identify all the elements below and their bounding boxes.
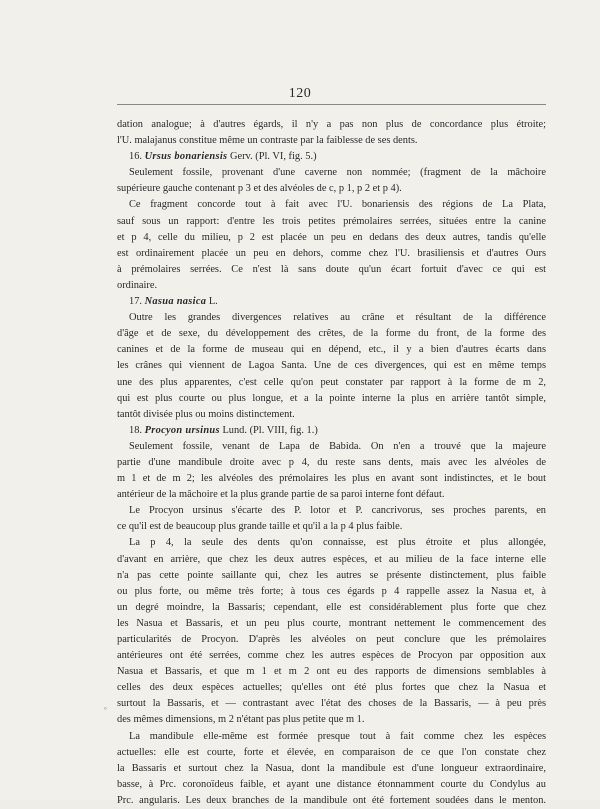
- text-line: celles des deux espèces actuelles; qu'elles ont été plus fortes que chez la Nasua et: [117, 682, 546, 694]
- text-line: n'a pas cette pointe saillante qui, chez les autres se présente distinctement, plus faible: [117, 569, 546, 581]
- text-line: à prémolaires serrées. Ce n'est là sans doute qu'un écart fortuit d'avec ce qui est: [117, 263, 546, 275]
- text-line: partie d'une mandibule droite avec p 4, du reste sans dents, mais avec les alvéoles de: [117, 456, 546, 468]
- text-line: antérieur de la mâchoire et la plus grande partie de sa paroi interne font défaut.: [117, 489, 445, 501]
- text-line: la Bassaris et surtout chez la Nasua, dont la mandibule est d'une longueur extraordinaire,: [117, 762, 546, 774]
- text-line: actuelles: elle est courte, forte et élevée, en comparaison de ce que l'on constate chez: [117, 746, 546, 758]
- text-line: La mandibule elle-même est formée presque tout à fait comme chez les espèces: [129, 730, 546, 742]
- text-line: Le Procyon ursinus s'écarte des P. lotor et P. cancrivorus, ses proches parents, en: [129, 505, 546, 517]
- heading-tail: Lund. (Pl. VIII, fig. 1.): [219, 424, 318, 436]
- text-line: Outre les grandes divergences relatives au crâne et résultant de la différence: [129, 312, 546, 324]
- text-line: basse, à Prc. coronoïdeus faible, et ayant une distance étonnamment courte du Condylus au: [117, 778, 546, 790]
- text-line: particularités de Procyon. D'après les alvéoles on peut conclure que les prémolaires: [117, 634, 546, 645]
- body-text: [117, 117, 546, 809]
- text-line: d'âge et de sexe, du développement des crêtes, de la forme du front, de la forme des: [117, 328, 546, 340]
- page-number: 120: [288, 86, 312, 101]
- text-line: l'U. malajanus constitue même un contraste par la faiblesse de ses dents.: [117, 135, 418, 147]
- text-line: ordinaire.: [117, 279, 158, 291]
- text-line: d'avant en arrière, que chez les deux autres espèces, et au milieu de la face interne elle: [117, 553, 546, 565]
- text-line: Nasua et Bassaris, et que m 1 et m 2 ont eu des rapports de dimensions semblables à: [117, 666, 546, 678]
- text-line: ce qu'il est de beaucoup plus grande taille et qu'il a la p 4 plus faible.: [117, 521, 403, 533]
- text-line: un degré moindre, la Bassaris; cependant, elle est considérablement plus forte que chez: [117, 601, 546, 613]
- section-heading-line: [117, 149, 546, 165]
- text-line: La p 4, la seule des dents qu'on connaisse, est plus étroite et plus allongée,: [129, 537, 546, 549]
- section-number: 18.: [129, 424, 145, 436]
- text-line: dation analogue; à d'autres égards, il n'y a pas non plus de concordance plus étroite;: [117, 119, 546, 130]
- text-line: les crânes qui viennent de Lagoa Santa. Une de ces divergences, qui est en même temps: [117, 360, 546, 372]
- text-line: Seulement fossile, venant de Lapa de Babida. On n'en a trouvé que la majeure: [129, 440, 546, 452]
- header-rule: [117, 104, 546, 105]
- text-line: est ordinairement placée un peu en dehors, comme chez l'U. brasiliensis et d'autres Ours: [117, 247, 546, 259]
- text-line: surtout la Bassaris, et — contrastant avec l'état des choses de la Bassaris, — à peu près: [117, 698, 546, 710]
- text-line: canines et de la forme de museau qui en dépend, etc., il y a bien d'autres écarts dans: [117, 344, 546, 356]
- text-line: des mêmes dimensions, m 2 n'étant pas plus petite que m 1.: [117, 714, 365, 726]
- text-line: Seulement fossile, provenant d'une caverne non nommée; (fragment de la mâchoire: [129, 167, 546, 179]
- text-line: sauf sous un rapport: d'entre les trois petites prémolaires serrées, situées entre la canine: [117, 215, 546, 227]
- species-name: Nasua nasica: [144, 296, 207, 308]
- section-heading-line: [117, 294, 546, 310]
- text-line: m 1 et de m 2; les alvéoles des prémolaires les plus en avant sont indistinctes, et le bout: [117, 473, 546, 485]
- heading-tail: L.: [206, 296, 218, 308]
- text-line: Ce fragment concorde tout à fait avec l'U. bonariensis des régions de La Plata,: [129, 199, 546, 211]
- text-line: et p 4, celle du milieu, p 2 est placée un peu en dedans des deux autres, tandis qu'elle: [117, 231, 546, 243]
- section-number: 17.: [129, 296, 145, 308]
- text-line: une des plus apparentes, c'est celle qu'on peut constater par rapport à la forme de m 2,: [117, 376, 546, 388]
- section-number: 16.: [129, 151, 145, 163]
- margin-mark: °: [104, 706, 107, 714]
- section-heading-line: [117, 423, 546, 439]
- text-line: ou plus forte, ou même très forte; à tous ces égards p 4 rappelle assez la Nasua et, à: [117, 585, 546, 597]
- text-line: antérieures ont été serrées, comme chez les autres espèces de Procyon par opposition aux: [117, 650, 546, 662]
- species-name: Procyon ursinus: [144, 424, 220, 436]
- text-line: qui est plus courte ou plus longue, et a la pointe interne la plus en arrière tantôt simple,: [117, 392, 546, 404]
- heading-tail: Gerv. (Pl. VI, fig. 5.): [227, 151, 317, 163]
- species-name: Ursus bonariensis: [144, 151, 228, 163]
- text-line: tantôt divisée plus ou moins distinctement.: [117, 408, 295, 420]
- text-line: les Nasua et Bassaris, et un peu plus courte, montrant nettement le commencement des: [117, 617, 546, 629]
- text-line: supérieure gauche contenant p 3 et des alvéoles de c, p 1, p 2 et p 4).: [117, 183, 402, 195]
- text-line: Prc. angularis. Les deux branches de la mandibule ont été fortement soudées dans le menton.: [117, 794, 546, 806]
